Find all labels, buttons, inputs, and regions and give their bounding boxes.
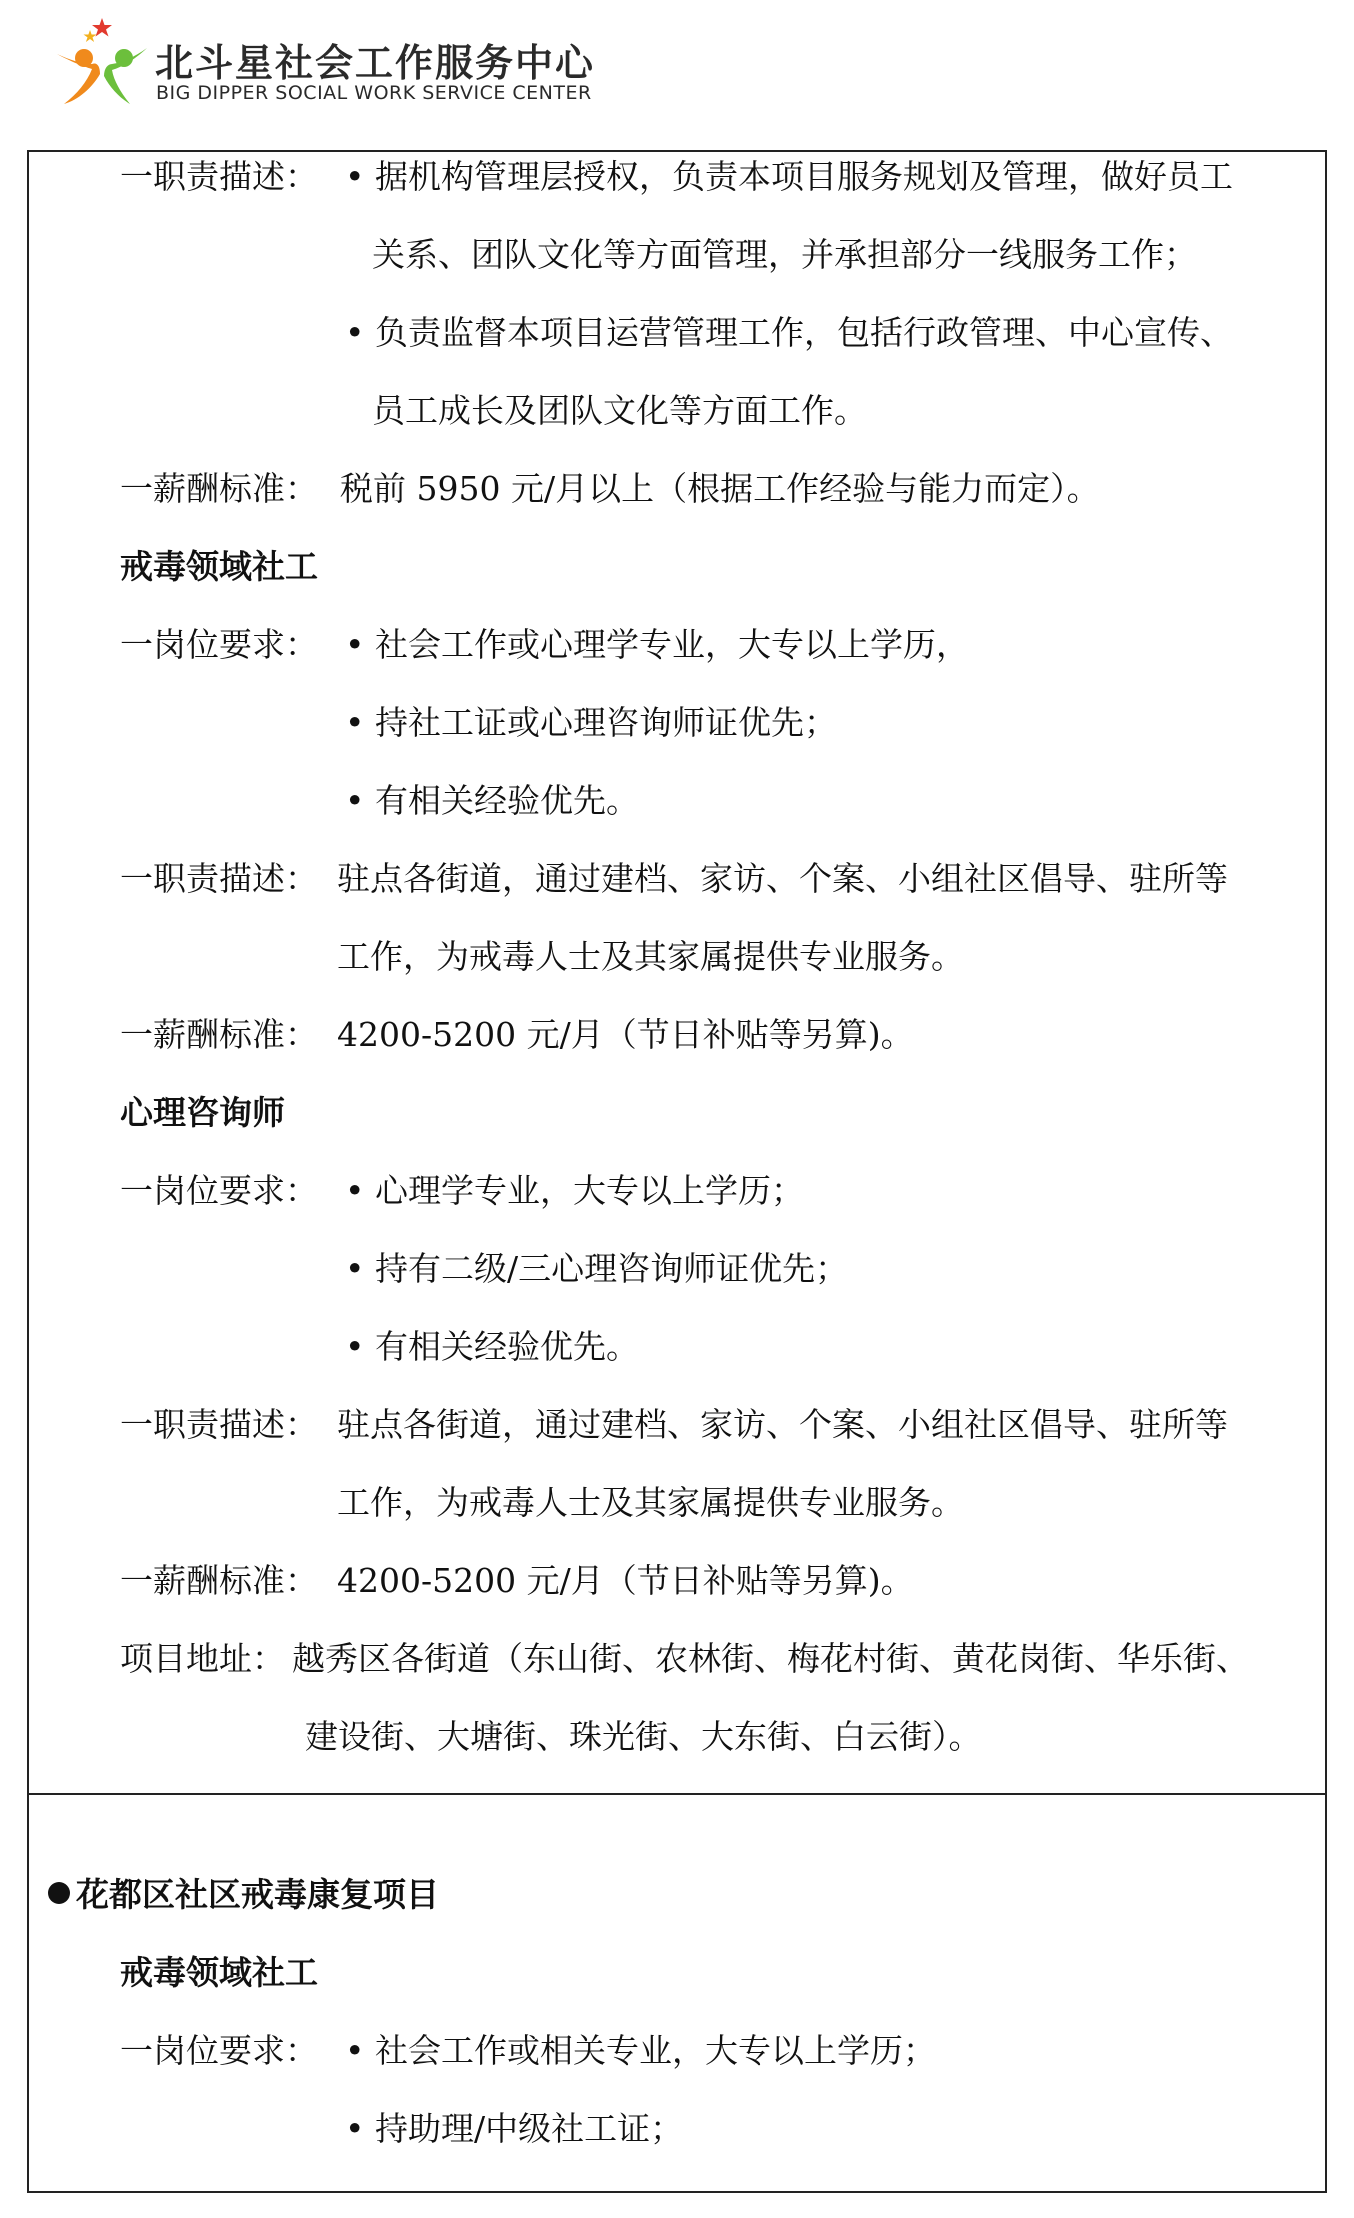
logo-icon (52, 14, 152, 106)
requirement-item: • 社会工作或相关专业，大专以上学历； (345, 2031, 936, 2070)
duty-item: • 负责监督本项目运营管理工作，包括行政管理、中心宣传、 (345, 313, 1233, 352)
requirement-label: 一岗位要求： (120, 2031, 318, 2070)
duty-label: 一职责描述： (120, 859, 318, 898)
project-title-text: 花都区社区戒毒康复项目 (76, 1875, 439, 1914)
salary-label: 一薪酬标准： (120, 1015, 318, 1054)
requirement-item: • 社会工作或心理学专业，大专以上学历， (345, 625, 969, 664)
bullet-icon (48, 1882, 70, 1904)
duty-label: 一职责描述： (120, 157, 318, 196)
address-text-continued: 建设街、大塘街、珠光街、大东街、白云街）。 (305, 1717, 982, 1756)
requirement-label: 一岗位要求： (120, 625, 318, 664)
duty-item-continued: 关系、团队文化等方面管理，并承担部分一线服务工作； (372, 235, 1197, 274)
address-label: 项目地址： (120, 1639, 285, 1678)
requirement-item: • 有相关经验优先。 (345, 1327, 639, 1366)
requirement-item: • 持有二级/三心理咨询师证优先； (345, 1249, 849, 1288)
duty-text: 驻点各街道，通过建档、家访、个案、小组社区倡导、驻所等 (337, 859, 1228, 898)
project-title (48, 1875, 439, 1914)
duty-text-continued: 工作，为戒毒人士及其家属提供专业服务。 (337, 1483, 964, 1522)
org-name-en: BIG DIPPER SOCIAL WORK SERVICE CENTER (156, 82, 592, 104)
duty-text: 驻点各街道，通过建档、家访、个案、小组社区倡导、驻所等 (337, 1405, 1228, 1444)
requirement-label: 一岗位要求： (120, 1171, 318, 1210)
requirement-item: • 持社工证或心理咨询师证优先； (345, 703, 837, 742)
position-title: 心理咨询师 (120, 1093, 285, 1132)
duty-text-continued: 工作，为戒毒人士及其家属提供专业服务。 (337, 937, 964, 976)
requirement-item: • 心理学专业，大专以上学历； (345, 1171, 804, 1210)
position-title: 戒毒领域社工 (120, 1953, 318, 1992)
requirement-item: • 持助理/中级社工证； (345, 2109, 684, 2148)
requirement-item: • 有相关经验优先。 (345, 781, 639, 820)
org-name-cn: 北斗星社会工作服务中心 (155, 41, 596, 85)
duty-item-continued: 员工成长及团队文化等方面工作。 (372, 391, 867, 430)
salary-label: 一薪酬标准： (120, 469, 318, 508)
salary-text: 4200-5200 元/月（节日补贴等另算)。 (337, 1561, 914, 1600)
salary-label: 一薪酬标准： (120, 1561, 318, 1600)
position-title: 戒毒领域社工 (120, 547, 318, 586)
salary-text: 4200-5200 元/月（节日补贴等另算)。 (337, 1015, 914, 1054)
address-text: 越秀区各街道（东山街、农林街、梅花村街、黄花岗街、华乐街、 (292, 1639, 1249, 1678)
star-icon (84, 30, 97, 42)
salary-text: 税前 5950 元/月以上（根据工作经验与能力而定）。 (340, 469, 1100, 508)
duty-label: 一职责描述： (120, 1405, 318, 1444)
star-icon (92, 18, 112, 37)
duty-item: • 据机构管理层授权，负责本项目服务规划及管理，做好员工 (345, 157, 1233, 196)
